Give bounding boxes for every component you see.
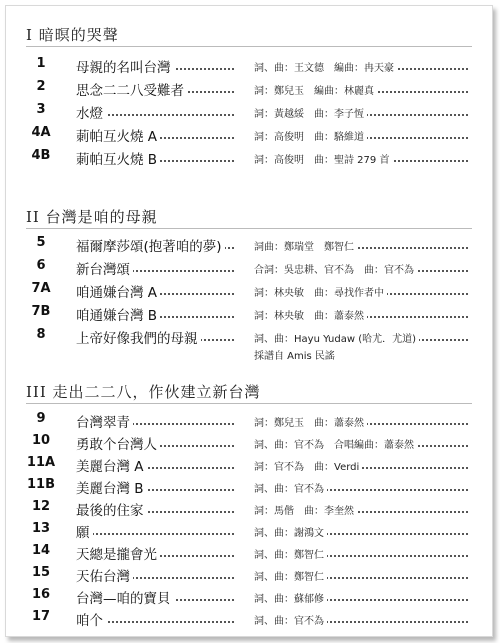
- track-number: 10: [31, 433, 51, 448]
- track-credit: 詞、曲：王文德 編曲：冉天豪: [254, 59, 397, 74]
- track-title: 莿帕互火燒 A: [76, 125, 160, 145]
- track-credit: 詞、曲：官不為 合唱編曲：蕭泰然: [254, 436, 417, 451]
- track-title: 美麗台灣 B: [76, 477, 147, 497]
- track-row: [6, 327, 492, 363]
- track-title: 勇敢个台灣人: [76, 433, 160, 453]
- track-number: 3: [36, 102, 46, 117]
- track-title: 最後的住家: [76, 499, 147, 519]
- track-title: 上帝好像我們的母親: [76, 327, 201, 347]
- track-number: 5: [36, 235, 46, 250]
- track-row: [6, 235, 492, 253]
- track-credit: 合詞：吳忠耕、官不為 曲：官不為: [254, 261, 417, 276]
- track-row: [6, 477, 492, 495]
- track-title: 願: [76, 521, 93, 541]
- track-title: 台灣翠青: [76, 411, 133, 431]
- track-row: [6, 102, 492, 120]
- track-number: 1: [36, 56, 46, 71]
- track-credit: 詞：馬偕 曲：李奎然: [254, 502, 357, 517]
- track-number: 9: [36, 411, 46, 426]
- track-row: [6, 411, 492, 429]
- track-credit: 詞：林央敏 曲：尋找作者中: [254, 284, 387, 299]
- track-credit: 詞：高俊明 曲：駱維道: [254, 128, 367, 143]
- section-divider: [26, 228, 472, 229]
- track-number: 16: [31, 587, 51, 602]
- track-number: 14: [31, 543, 51, 558]
- track-title: 莿帕互火燒 B: [76, 148, 160, 168]
- track-title: 天總是攏會光: [76, 543, 160, 563]
- track-credit: 詞：鄭兒玉 編曲：林麗真: [254, 82, 377, 97]
- track-number: 11B: [27, 477, 55, 492]
- track-row: [6, 56, 492, 74]
- track-row: [6, 125, 492, 143]
- track-credit: 詞、曲：Hayu Yudaw (哈尤．尤道): [254, 330, 419, 345]
- section-title: III 走出二二八，作伙建立新台灣: [26, 383, 261, 401]
- track-number: 6: [36, 258, 46, 273]
- track-number: 2: [36, 79, 46, 94]
- track-number: 8: [36, 327, 46, 342]
- track-number: 7B: [31, 304, 51, 319]
- track-title: 台灣—咱的寶貝: [76, 587, 174, 607]
- track-title: 咱通嫌台灣 B: [76, 304, 160, 324]
- track-credit: 詞、曲：謝鴻文: [254, 524, 327, 539]
- track-title: 咱通嫌台灣 A: [76, 281, 160, 301]
- track-row: [6, 281, 492, 299]
- track-credit: 詞：高俊明 曲：聖詩 279 首: [254, 151, 392, 166]
- track-row: [6, 148, 492, 166]
- track-row: [6, 543, 492, 561]
- track-title: 思念二二八受難者: [76, 79, 187, 99]
- track-title: 天佑台灣: [76, 565, 133, 585]
- track-credit: 詞曲：鄭瑞堂 鄭智仁: [254, 238, 357, 253]
- track-credit: 詞、曲：蘇郁修: [254, 590, 327, 605]
- track-title: 咱个: [76, 609, 106, 629]
- track-number: 15: [31, 565, 51, 580]
- track-credit: 詞：官不為 曲：Verdi: [254, 458, 362, 473]
- track-credit: 詞、曲：鄭智仁: [254, 568, 327, 583]
- track-number: 4B: [31, 148, 51, 163]
- section-divider: [26, 46, 472, 47]
- track-row: [6, 79, 492, 97]
- track-row: [6, 258, 492, 276]
- track-title: 水燈: [76, 102, 106, 122]
- track-credit: 詞：鄭兒玉 曲：蕭泰然: [254, 414, 367, 429]
- track-credit: 詞、曲：官不為: [254, 480, 327, 495]
- track-number: 11A: [26, 455, 56, 470]
- track-row: [6, 565, 492, 583]
- track-number: 17: [31, 609, 51, 624]
- dot-leader: [76, 533, 234, 535]
- section-title: I 暗暝的哭聲: [26, 26, 119, 44]
- track-credit-note: 採譜自 Amis 民謠: [254, 351, 335, 362]
- track-row: [6, 433, 492, 451]
- track-row: [6, 609, 492, 627]
- track-number: 4A: [31, 125, 51, 140]
- track-row: [6, 455, 492, 473]
- track-row: [6, 499, 492, 517]
- track-number: 7A: [31, 281, 51, 296]
- track-list-page: [5, 5, 493, 637]
- track-title: 福爾摩莎頌(抱著咱的夢): [76, 235, 225, 255]
- section-divider: [26, 403, 472, 404]
- track-row: [6, 304, 492, 322]
- track-credit: 詞：黃越綏 曲：李子恆: [254, 105, 367, 120]
- section-title: II 台灣是咱的母親: [26, 208, 158, 226]
- track-row: [6, 521, 492, 539]
- track-number: 13: [31, 521, 51, 536]
- track-credit: 詞、曲：鄭智仁: [254, 546, 327, 561]
- track-title: 新台灣頌: [76, 258, 133, 278]
- track-title: 美麗台灣 A: [76, 455, 147, 475]
- track-title: 母親的名叫台灣: [76, 56, 174, 76]
- track-number: 12: [31, 499, 51, 514]
- track-row: [6, 587, 492, 605]
- track-credit: 詞、曲：官不為: [254, 612, 327, 627]
- track-credit: 詞：林央敏 曲：蕭泰然: [254, 307, 367, 322]
